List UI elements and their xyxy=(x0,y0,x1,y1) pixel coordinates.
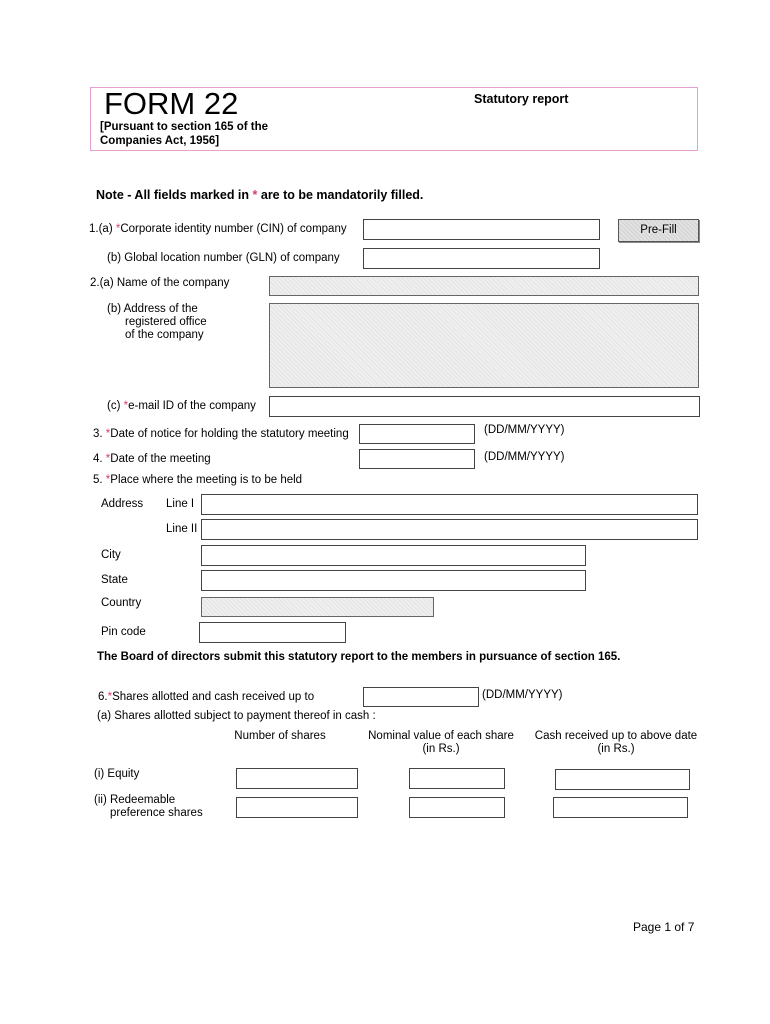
email-label: (c) *e-mail ID of the company xyxy=(107,400,256,412)
gln-label: (b) Global location number (GLN) of company xyxy=(107,252,340,264)
country-input[interactable] xyxy=(201,597,434,617)
preference-cash-input[interactable] xyxy=(553,797,688,818)
board-statement: The Board of directors submit this statutory report to the members in pursuance of section 165. xyxy=(97,651,621,663)
country-label: Country xyxy=(101,597,142,609)
shares-subheading: (a) Shares allotted subject to payment thereof in cash : xyxy=(97,710,376,722)
equity-cash-input[interactable] xyxy=(555,769,690,790)
company-name-label: 2.(a) Name of the company xyxy=(90,277,230,289)
notice-date-label: 3. *Date of notice for holding the statutory meeting xyxy=(93,428,349,440)
col-nominal-value: Nominal value of each share (in Rs.) xyxy=(368,730,514,755)
cin-label: 1.(a) *Corporate identity number (CIN) of company xyxy=(89,223,347,235)
company-name-input[interactable] xyxy=(269,276,699,296)
row-equity-label: (i) Equity xyxy=(94,768,140,780)
shares-date-label: 6.*Shares allotted and cash received up to xyxy=(98,691,315,703)
meeting-date-format: (DD/MM/YYYY) xyxy=(484,451,565,463)
state-input[interactable] xyxy=(201,570,586,591)
line1-label: Line I xyxy=(166,498,195,510)
shares-date-input[interactable] xyxy=(363,687,479,707)
notice-date-input[interactable] xyxy=(359,424,475,444)
email-input[interactable] xyxy=(269,396,700,417)
address-line2-input[interactable] xyxy=(201,519,698,540)
state-label: State xyxy=(101,574,128,586)
gln-input[interactable] xyxy=(363,248,600,269)
address-label: Address xyxy=(101,498,144,510)
preference-number-input[interactable] xyxy=(236,797,358,818)
registered-address-label: (b) Address of the registered office of the company xyxy=(107,303,207,341)
pin-code-label: Pin code xyxy=(101,626,146,638)
mandatory-note: Note - All fields marked in * are to be mandatorily filled. xyxy=(96,188,424,202)
meeting-place-label: 5. *Place where the meeting is to be held xyxy=(93,474,303,486)
city-input[interactable] xyxy=(201,545,586,566)
pursuant-text: [Pursuant to section 165 of the Companies Act, 1956] xyxy=(100,121,269,147)
page-number: Page 1 of 7 xyxy=(633,920,695,934)
registered-address-input[interactable] xyxy=(269,303,699,388)
row-preference-label: (ii) Redeemable preference shares xyxy=(94,794,203,819)
cin-input[interactable] xyxy=(363,219,600,240)
equity-number-input[interactable] xyxy=(236,768,358,789)
address-line1-input[interactable] xyxy=(201,494,698,515)
shares-date-format: (DD/MM/YYYY) xyxy=(482,689,563,701)
preference-nominal-input[interactable] xyxy=(409,797,505,818)
prefill-button[interactable]: Pre-Fill xyxy=(618,219,699,242)
col-number-of-shares: Number of shares xyxy=(234,730,326,742)
notice-date-format: (DD/MM/YYYY) xyxy=(484,424,565,436)
city-label: City xyxy=(101,549,121,561)
form-title: FORM 22 xyxy=(104,86,239,121)
equity-nominal-input[interactable] xyxy=(409,768,505,789)
report-title: Statutory report xyxy=(474,92,569,106)
pin-code-input[interactable] xyxy=(199,622,346,643)
meeting-date-input[interactable] xyxy=(359,449,475,469)
line2-label: Line II xyxy=(166,523,198,535)
col-cash-received: Cash received up to above date (in Rs.) xyxy=(534,730,698,755)
meeting-date-label: 4. *Date of the meeting xyxy=(93,453,211,465)
